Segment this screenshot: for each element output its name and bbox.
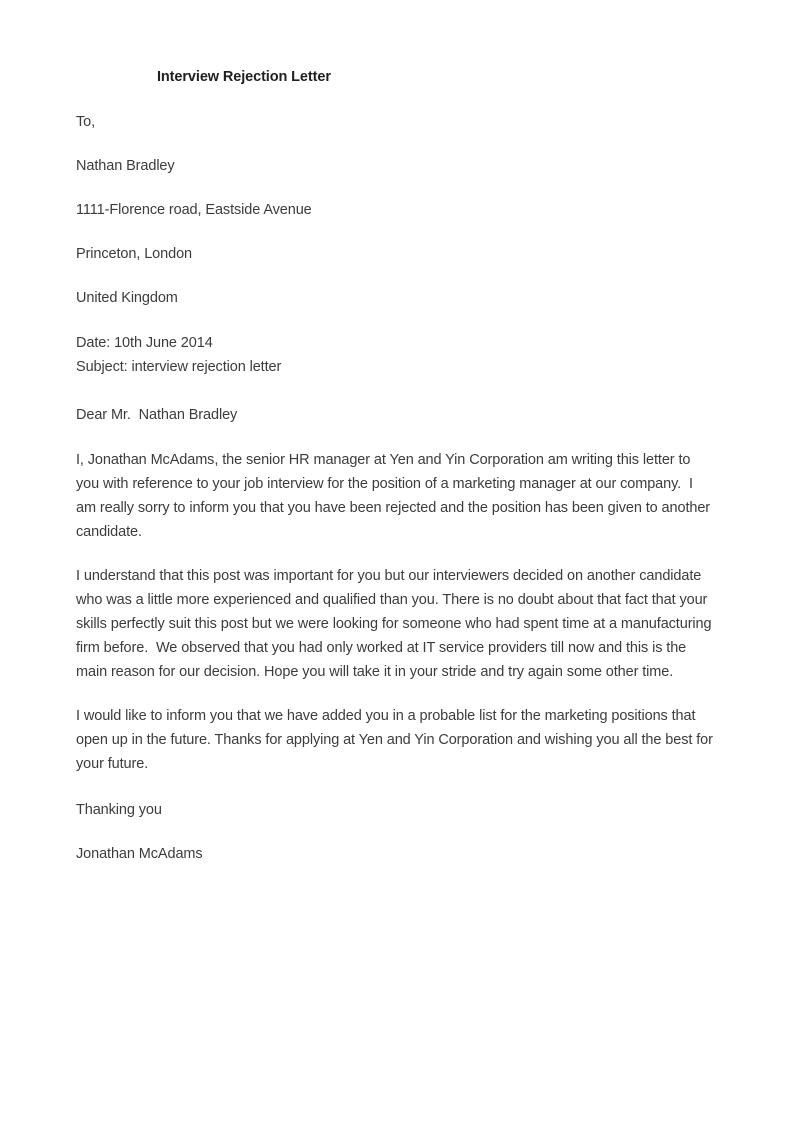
letter-body [76,68,717,865]
closing-thanks: Thanking you [76,802,162,818]
sender-signature: Jonathan McAdams [76,846,203,862]
recipient-address-line-3: United Kingdom [76,290,178,306]
recipient-name: Nathan Bradley [76,158,175,174]
recipient-address-line-1: 1111-Florence road, Eastside Avenue [76,202,312,218]
page-title: Interview Rejection Letter [157,69,331,85]
body-paragraph-3: I would like to inform you that we have added you in a probable list for the marketing positions that open up in the future. Thanks for applying at Yen and Yin Corporation and wishing you all the best for your future. [76,708,717,772]
recipient-address-line-2: Princeton, London [76,246,192,262]
body-paragraph-1: I, Jonathan McAdams, the senior HR manager at Yen and Yin Corporation am writing this letter to you with reference to your job interview for the position of a marketing manager at our company. I am really sorry to inform you that you have been rejected and the position has been given to another candidate. [76,452,714,540]
salutation: Dear Mr. Nathan Bradley [76,407,238,423]
letter-subject: Subject: interview rejection letter [76,359,282,375]
letter-date: Date: 10th June 2014 [76,335,213,351]
recipient-to-label: To, [76,114,96,130]
letter-meta-block [76,331,714,379]
body-paragraph-2: I understand that this post was important for you but our interviewers decided on another candidate who was a little more experienced and qualified than you. There is no doubt about that fact that your skills perfectly suit this post but we were looking for someone who had spent time at a manufacturing firm before. We observed that you had only worked at IT service providers till now and this is the main reason for our decision. Hope you will take it in your stride and try again some other time. [76,568,716,680]
